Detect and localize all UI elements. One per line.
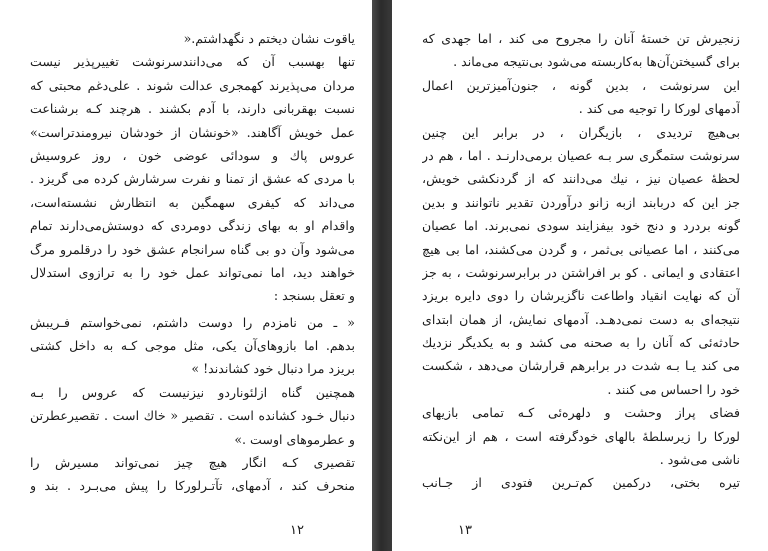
left-page: [0, 0, 372, 551]
text-line: نسبت بهقربانی دارند، با آدم بکشند . هرچند کـه برشناعت: [30, 101, 355, 117]
text-line: گونه بردرد و دنج خود بیفزایند سودی نمی‌برند. اما عصیان: [422, 218, 740, 234]
text-line: زنجیرش تن خستهٔ آنان را مجروح می کند ، اما جهدی که: [422, 31, 740, 46]
page-number: ۱۲: [290, 523, 304, 538]
text-line: لورکا را زیرسلطهٔ بالهای خودگرفته است ، هم از این‌نکته: [422, 428, 740, 444]
text-line: عمل خویش آگاهند. «خونشان از خودشان نیرومندتراست»: [30, 124, 355, 140]
text-line: سرنوشت ستمگری سر بـه عصیان برمی‌دارنـد . اما ، هم در: [422, 147, 740, 163]
text-line: با مردی که عشق از تمنا و نفرت سرشارش کرده می گریزد .: [30, 171, 355, 187]
text-line: مردان می‌پذیرند کهمجری عدالت شوند . علی‌دغم محبتی که: [30, 77, 355, 93]
right-page: [392, 0, 768, 551]
text-line: یاقوت نشان دیختم د نگهداشتم.«: [183, 31, 355, 46]
text-line: تقصیری کـه انگار هیچ چیز نمی‌تواند مسیرش را: [30, 455, 355, 471]
text-line: « ـ من نامزدم را دوست داشتم، نمی‌خواستم فـریبش: [30, 314, 355, 330]
text-line: می کند یـا بـه شدت در برابرهم قرارشان می‌دهد ، شکست: [422, 358, 740, 374]
book-gutter: [372, 0, 392, 551]
text-line: حادثه‌ئی که آنان را به صحنه می کشد و به یکدیگر نزدیك: [422, 335, 740, 351]
text-line: نتیجه‌ای به دست نمی‌دهـد. آدمهای نمایش، از همان ابتدای: [422, 311, 740, 327]
text-line: واقدام او به بهای زندگی دومردی که دوستش‌می‌دارند تمام: [30, 218, 355, 234]
page-number: ۱۳: [458, 523, 472, 538]
text-line: همچنین گناه ازلئوناردو نیزنیست که عروس را بـه: [30, 384, 355, 400]
text-line: این سرنوشت ، بدین گونه ، جنون‌آمیزترین اعمال: [422, 77, 740, 93]
text-line: بدهم. اما بازوهای‌آن یکی، مثل موجی کـه به داخل کشتی: [30, 338, 355, 354]
text-line: اعتقادی و ایمانی . کو بر افراشتن در برابرسرنوشت ، به جز: [422, 264, 740, 280]
text-line: و تعقل بسنجد :: [273, 288, 355, 304]
text-line: می‌کنند ، اما عصیانی بی‌ثمر ، و گردن می‌کشند، اما بی هیچ: [422, 241, 740, 257]
text-line: عروس پاك و سودائی عوضی خون ، روز عروسیش: [30, 147, 355, 163]
left-page-text: [30, 27, 355, 498]
text-line: منحرف کند ، آدمهای، تآتـرلورکا را پیش می‌بـرد . بند و: [30, 478, 355, 494]
text-line: لحظهٔ عصیان نیز ، نیك می‌دانند که از گردنکشی خویش،: [422, 171, 740, 187]
text-line: برای گسیختن‌آن‌ها به‌کاربسته می‌شود بی‌نتیجه می‌ماند .: [453, 54, 740, 70]
text-line: دنبال خـود کشانده است . تقصیر « خاك است . تقصیرعطرتن: [30, 408, 355, 424]
text-line: خود را احساس می کنند .: [607, 381, 740, 397]
text-line: می‌داند که کیفری سهمگین به انتظارش نشسته‌است،: [30, 194, 355, 210]
text-line: خواهند دید، اما نمی‌تواند عمل خود را به ترازوی استدلال: [30, 264, 355, 280]
text-line: تنها بهسبب آن که می‌دانندسرنوشت تغییرپذیر نیست: [30, 54, 355, 70]
text-line: آن که نهایت انقیاد واطاعت ناگزیرشان را دوی دایره بریزد: [422, 288, 740, 304]
text-line: بی‌هیچ تردیدی ، بازیگران ، در برابر این چنین: [422, 124, 740, 140]
text-line: بریزد مرا دنبال خود کشاندند! »: [191, 361, 355, 377]
text-line: و عطرموهای اوست .»: [234, 431, 355, 447]
text-line: می‌شود وآن دو بی گناه سرانجام عشق خود را درقلمرو مرگ: [30, 241, 355, 257]
right-page-text: [422, 27, 740, 495]
text-line: ناشی می‌شود .: [659, 452, 740, 468]
text-line: جز این که دربابند ازبه زانو درآوردن تقدیر ناتوانند و بدین: [422, 194, 740, 210]
text-line: تیره بختی، درکمین کم‌تـرین فتودی از جـانب: [422, 475, 740, 491]
text-line: فضای پراز وحشت و دلهره‌ئی کـه تمامی بازیهای: [422, 405, 740, 421]
text-line: آدمهای لورکا را توجیه می کند .: [578, 101, 740, 117]
